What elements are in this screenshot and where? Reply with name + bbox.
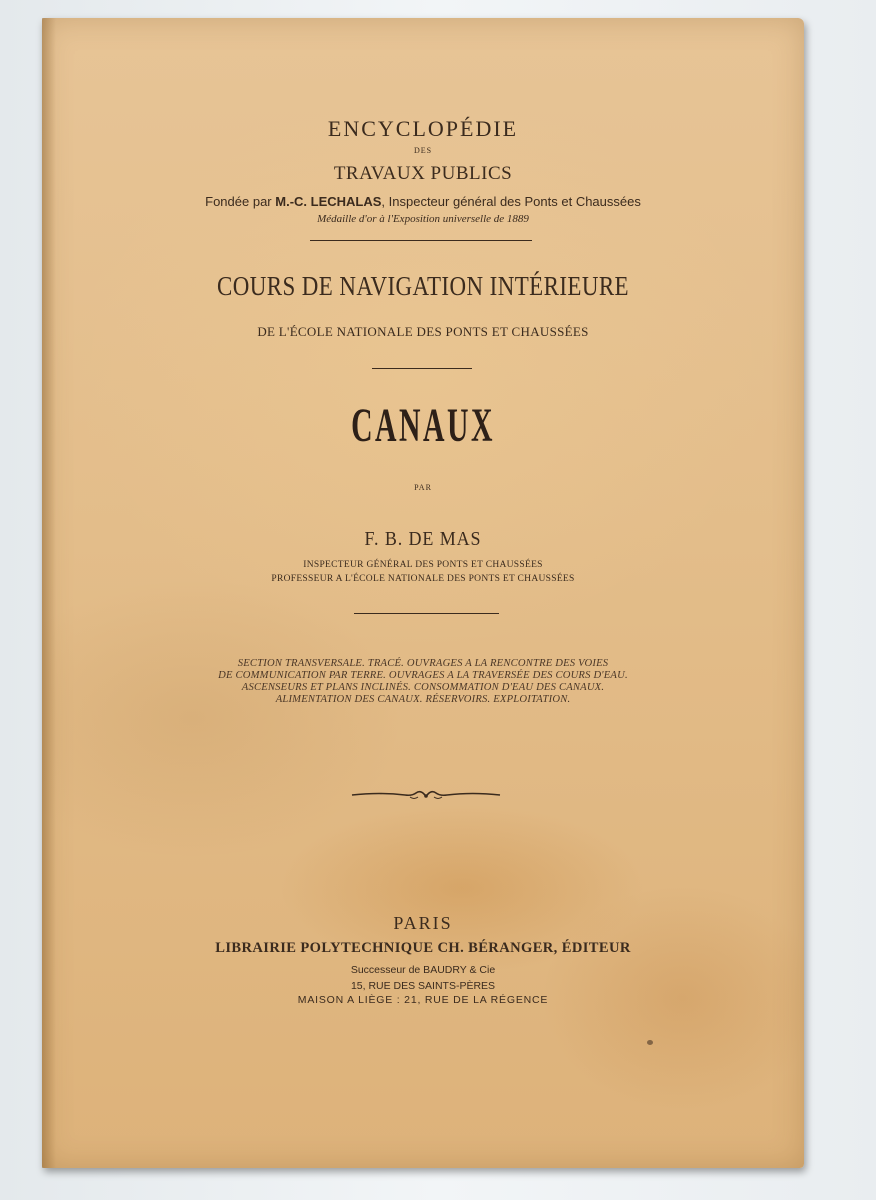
divider-rule: [354, 613, 499, 614]
publisher-name: LIBRAIRIE POLYTECHNIQUE CH. BÉRANGER, ÉDITEUR: [215, 940, 631, 956]
contents-line: ASCENSEURS ET PLANS INCLINÉS. CONSOMMATION D'EAU DES CANAUX.: [241, 682, 605, 693]
series-des: DES: [413, 146, 433, 155]
author-name: F. B. DE MAS: [364, 528, 482, 550]
ink-spot: [647, 1040, 653, 1045]
series-subtitle: TRAVAUX PUBLICS: [333, 163, 513, 184]
ornament-icon: [350, 788, 502, 802]
founded-suffix: , Inspecteur général des Ponts et Chaussées: [381, 194, 641, 209]
main-title: CANAUX: [351, 399, 495, 452]
publisher-city: PARIS: [393, 913, 453, 933]
par-label: PAR: [414, 483, 432, 492]
contents-line: DE COMMUNICATION PAR TERRE. OUVRAGES A LA TRAVERSÉE DES COURS D'EAU.: [218, 670, 628, 681]
founded-prefix: Fondée par: [205, 194, 276, 209]
contents-summary: [157, 658, 689, 706]
contents-line: ALIMENTATION DES CANAUX. RÉSERVOIRS. EXPLOITATION.: [275, 694, 571, 705]
divider-rule: [372, 368, 472, 369]
course-title: COURS DE NAVIGATION INTÉRIEURE: [216, 271, 630, 301]
author-title-1: INSPECTEUR GÉNÉRAL DES PONTS ET CHAUSSÉES: [303, 560, 543, 570]
contents-line: SECTION TRANSVERSALE. TRACÉ. OUVRAGES A LA RENCONTRE DES VOIES: [237, 658, 609, 669]
medal-line: Médaille d'or à l'Exposition universelle de 1889: [317, 213, 529, 225]
publisher-branch: MAISON A LIÈGE : 21, RUE DE LA RÉGENCE: [297, 994, 549, 1006]
publisher-successor: Successeur de BAUDRY & Cie: [350, 964, 496, 976]
school-name: DE L'ÉCOLE NATIONALE DES PONTS ET CHAUSSÉES: [257, 324, 589, 339]
founded-line: [42, 194, 804, 209]
publisher-address: 15, RUE DES SAINTS-PÈRES: [350, 980, 496, 992]
book-cover: [42, 18, 804, 1168]
divider-rule: [310, 240, 532, 241]
founder-name: M.-C. LECHALAS: [275, 194, 382, 209]
author-title-2: PROFESSEUR A L'ÉCOLE NATIONALE DES PONTS ET CHAUSSÉES: [271, 574, 575, 584]
series-title: ENCYCLOPÉDIE: [327, 116, 519, 141]
